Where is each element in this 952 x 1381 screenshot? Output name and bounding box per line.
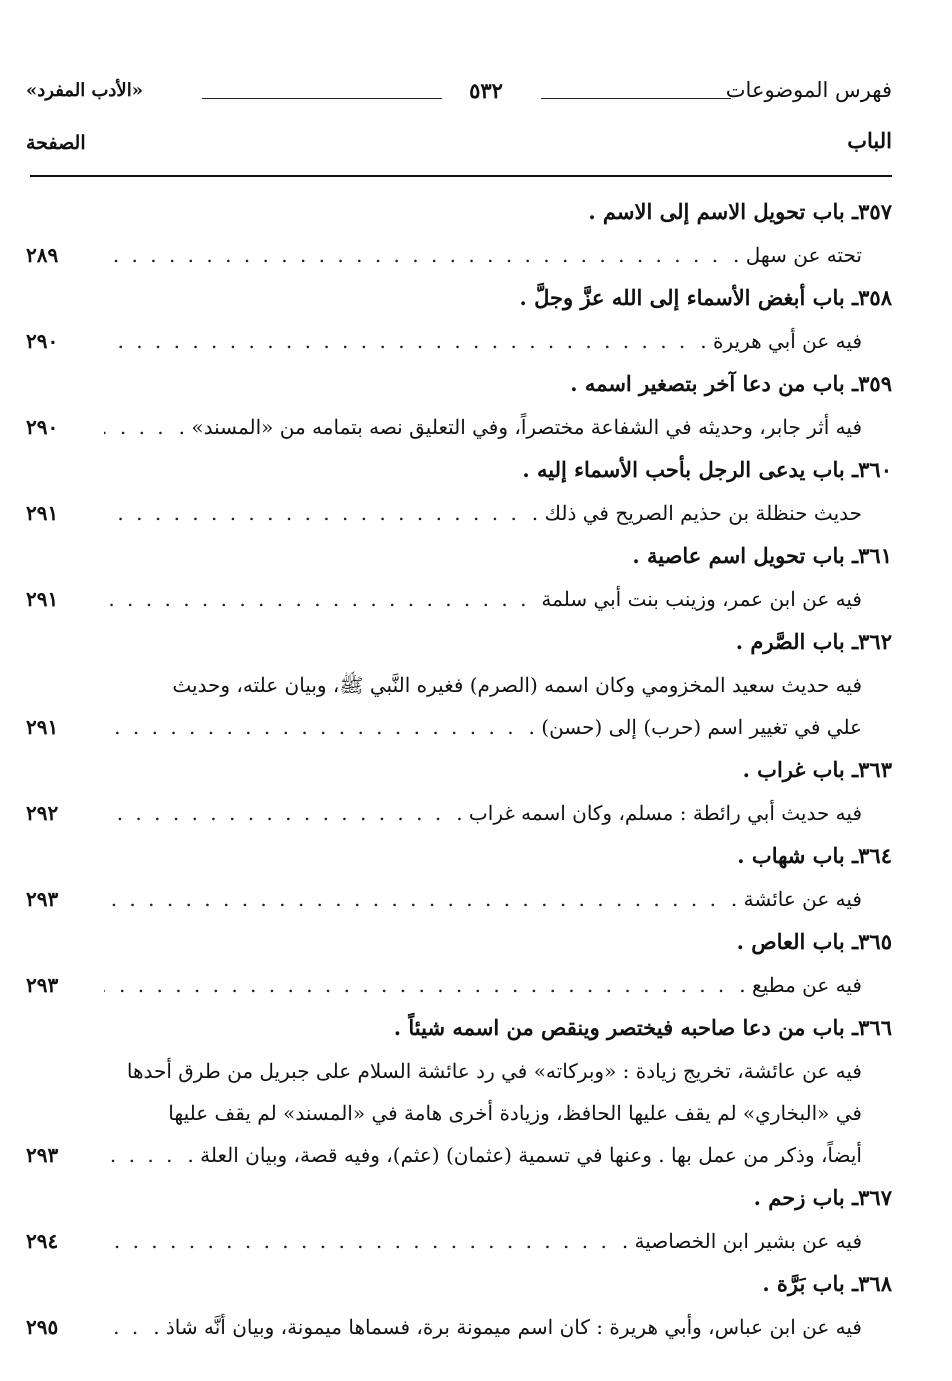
entries-list [26, 190, 892, 1348]
chapter-description [26, 664, 892, 748]
description-line: فيه عن عائشة . [730, 887, 862, 911]
description-last-line [26, 492, 862, 534]
description-line: فيه عن بشير ابن الخصاصية . [621, 1229, 862, 1253]
book-title: «الأدب المفرد» [26, 80, 143, 101]
chapter-title: ٣٦٥ـ باب العاص . [736, 929, 892, 954]
column-headers [26, 128, 892, 158]
description-last-line [26, 320, 862, 362]
description-line: حديث حنظلة بن حذيم الصريح في ذلك . [531, 501, 862, 525]
index-entry [26, 620, 892, 748]
description-line: فيه أثر جابر، وحديثه في الشفاعة مختصراً، وفي التعليق نصه بتمامه من «المسند» . [178, 415, 862, 439]
chapter-description [26, 578, 892, 620]
page-column-label: الصفحة [26, 132, 86, 154]
description-line: فيه عن أبي هريرة . [700, 329, 862, 353]
page-reference: ٢٩٤ [26, 1229, 59, 1253]
description-line: فيه عن مطيع . [739, 973, 862, 997]
chapter-description [26, 964, 892, 1006]
chapter-description [26, 1050, 892, 1176]
chapter-title: ٣٦٦ـ باب من دعا صاحبه فيختصر وينقص من اسمه شيئاً . [393, 1015, 892, 1040]
index-entry [26, 276, 892, 362]
chapter-description [26, 1220, 892, 1262]
chapter-title: ٣٦٤ـ باب شهاب . [737, 843, 892, 868]
index-entry [26, 190, 892, 276]
index-entry [26, 362, 892, 448]
section-title: فهرس الموضوعات [725, 78, 892, 102]
index-entry [26, 1176, 892, 1262]
header-divider [30, 175, 892, 177]
chapter-title: ٣٦٣ـ باب غراب . [742, 757, 892, 782]
page-reference: ٢٩٥ [26, 1315, 59, 1339]
chapter-description [26, 234, 892, 276]
chapter-title: ٣٦٠ـ باب يدعى الرجل بأحب الأسماء إليه . [522, 457, 892, 482]
chapter-description [26, 406, 892, 448]
dot-leader [104, 1306, 141, 1348]
index-entry [26, 1006, 892, 1176]
description-line: علي في تغيير اسم (حرب) إلى (حسن) . [528, 715, 862, 739]
description-last-line [26, 406, 862, 448]
dot-leader [104, 964, 727, 1006]
chapter-description [26, 320, 892, 362]
page-reference: ٢٩١ [26, 587, 59, 611]
chapter-description [26, 1306, 892, 1348]
chapter-column-label: الباب [847, 128, 892, 153]
chapter-title: ٣٦٧ـ باب زحم . [753, 1185, 892, 1210]
index-entry [26, 534, 892, 620]
description-last-line [26, 1134, 862, 1176]
page-reference: ٢٩٣ [26, 973, 59, 997]
chapter-title: ٣٦١ـ باب تحويل اسم عاصية . [632, 543, 892, 568]
chapter-title: ٣٥٧ـ باب تحويل الاسم إلى الاسم . [588, 199, 892, 224]
page-reference: ٢٩١ [26, 501, 59, 525]
description-last-line [26, 964, 862, 1006]
index-entry [26, 920, 892, 1006]
dot-leader [104, 706, 517, 748]
description-last-line [26, 1220, 862, 1262]
dot-leader [104, 1220, 610, 1262]
dot-leader [104, 578, 529, 620]
dot-leader [104, 234, 721, 276]
description-line: فيه عن ابن عباس، وأبي هريرة : كان اسم ميمونة برة، فسماها ميمونة، وبيان أنَّه شاذ . [153, 1315, 862, 1339]
page-reference: ٢٩٣ [26, 887, 59, 911]
index-entry [26, 834, 892, 920]
chapter-description [26, 878, 892, 920]
index-entry [26, 448, 892, 534]
description-last-line [26, 878, 862, 920]
chapter-title: ٣٦٨ـ باب بَرَّة . [762, 1271, 892, 1296]
dot-leader [104, 792, 444, 834]
description-line: فيه عن ابن عمر، وزينب بنت أبي سلمة [541, 587, 862, 611]
description-last-line [26, 1306, 862, 1348]
page-reference: ٢٨٩ [26, 243, 59, 267]
description-last-line [26, 792, 862, 834]
description-line: في «البخاري» لم يقف عليها الحافظ، وزيادة أخرى هامة في «المسند» لم يقف عليها [168, 1101, 862, 1125]
description-last-line [26, 578, 862, 620]
chapter-title: ٣٦٢ـ باب الصَّرم . [735, 629, 892, 654]
page-reference: ٢٩١ [26, 715, 59, 739]
chapter-description [26, 492, 892, 534]
dot-leader [104, 1134, 175, 1176]
header-rule-left [202, 98, 442, 99]
header-rule-right [541, 98, 731, 99]
description-line: فيه عن عائشة، تخريج زيادة : «وبركاته» في رد عائشة السلام على جبريل من طرق أحدها [126, 1059, 862, 1083]
dot-leader [104, 320, 688, 362]
dot-leader [104, 492, 520, 534]
description-last-line [26, 706, 862, 748]
description-line: تحته عن سهل . [733, 243, 862, 267]
chapter-description [26, 792, 892, 834]
page-reference: ٢٩٢ [26, 801, 59, 825]
description-line: فيه حديث أبي رائطة : مسلم، وكان اسمه غراب . [456, 801, 862, 825]
index-entry [26, 748, 892, 834]
description-last-line [26, 234, 862, 276]
description-line: فيه حديث سعيد المخزومي وكان اسمه (الصرم) فغيره النَّبي ﷺ، وبيان علته، وحديث [172, 673, 862, 697]
chapter-title: ٣٥٩ـ باب من دعا آخر بتصغير اسمه . [570, 371, 892, 396]
dot-leader [104, 878, 719, 920]
page-reference: ٢٩٠ [26, 415, 59, 439]
page-reference: ٢٩٠ [26, 329, 59, 353]
dot-leader [104, 406, 167, 448]
index-entry [26, 1262, 892, 1348]
description-line: أيضاً، وذكر من عمل بها . وعنها في تسمية (عثمان) (عثم)، وفيه قصة، وبيان العلة . [187, 1143, 862, 1167]
chapter-title: ٣٥٨ـ باب أبغض الأسماء إلى الله عزَّ وجلَّ . [519, 285, 892, 310]
running-header [26, 78, 892, 112]
page-reference: ٢٩٣ [26, 1143, 59, 1167]
page-number: ٥٣٢ [469, 78, 503, 103]
